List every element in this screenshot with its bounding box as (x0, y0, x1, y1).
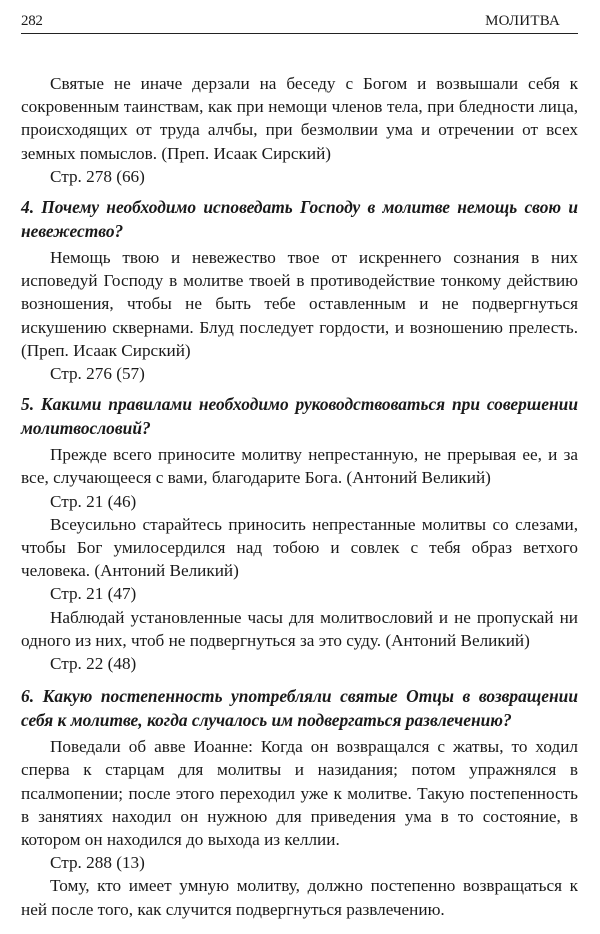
running-title: МОЛИТВА (485, 13, 560, 29)
paragraph: Немощь твою и невежество твое от искреннего сознания в них исповедуй Господу в молитве твоей в противодействие тонкому действию возношения, чтобы не быть тебе оставленным и не подвергнуться искушению сквернами. Блуд последует гордости, и возношению прелесть. (Преп. Исаак Сирский) (21, 248, 578, 360)
question-heading: 4. Почему необходимо исповедать Господу в молитве немощь свою и невежество? (21, 197, 578, 241)
question-heading: 5. Какими правилами необходимо руководствоваться при совершении молитвословий? (21, 394, 578, 438)
source-reference: Стр. 21 (46) (50, 491, 137, 511)
paragraph: Прежде всего приносите молитву непрестанную, не прерывая ее, и за все, случающееся с вами, благодарите Бога. (Антоний Великий) (21, 445, 578, 488)
page-number: 282 (21, 13, 43, 29)
paragraph: Поведали об авве Иоанне: Когда он возвращался с жатвы, то ходил сперва к старцам для молитвы и назидания; потом упражнялся в псалмопении; после этого переходил уже к молитве. Такую постепенность в занятиях находил он нужною для приведения ума в то состояние, в котором он находился до выхода из келлии. (21, 737, 578, 850)
source-reference: Стр. 22 (48) (50, 654, 137, 674)
paragraph: Наблюдай установленные часы для молитвословий и не пропускай ни одного из них, чтоб не подвергнуться за это суду. (Антоний Великий) (21, 607, 578, 650)
source-reference: Стр. 288 (13) (50, 853, 145, 873)
source-reference: Стр. 21 (47) (50, 584, 137, 604)
page-header (21, 10, 578, 34)
source-reference: Стр. 276 (57) (50, 364, 145, 384)
question-heading: 6. Какую постепенность употребляли святые Отцы в возвращении себя к молитве, когда случалось им подвергаться развлечению? (21, 686, 578, 730)
paragraph: Святые не иначе дерзали на беседу с Богом и возвышали себя к сокровенным таинствам, как при немощи членов тела, при бледности лица, происходящих от труда алчбы, при безмолвии ума и отречении от всех земных помыслов. (Преп. Исаак Сирский) (21, 74, 578, 163)
paragraph: Тому, кто имеет умную молитву, должно постепенно возвращаться к ней после того, как случится подвергнуться развлечению. (21, 876, 578, 919)
source-reference: Стр. 278 (66) (50, 166, 145, 186)
page-content (21, 72, 578, 921)
paragraph: Всеусильно старайтесь приносить непрестанные молитвы со слезами, чтобы Бог умилосердился над тобою и совлек с тебя образ ветхого человека. (Антоний Великий) (21, 514, 578, 581)
